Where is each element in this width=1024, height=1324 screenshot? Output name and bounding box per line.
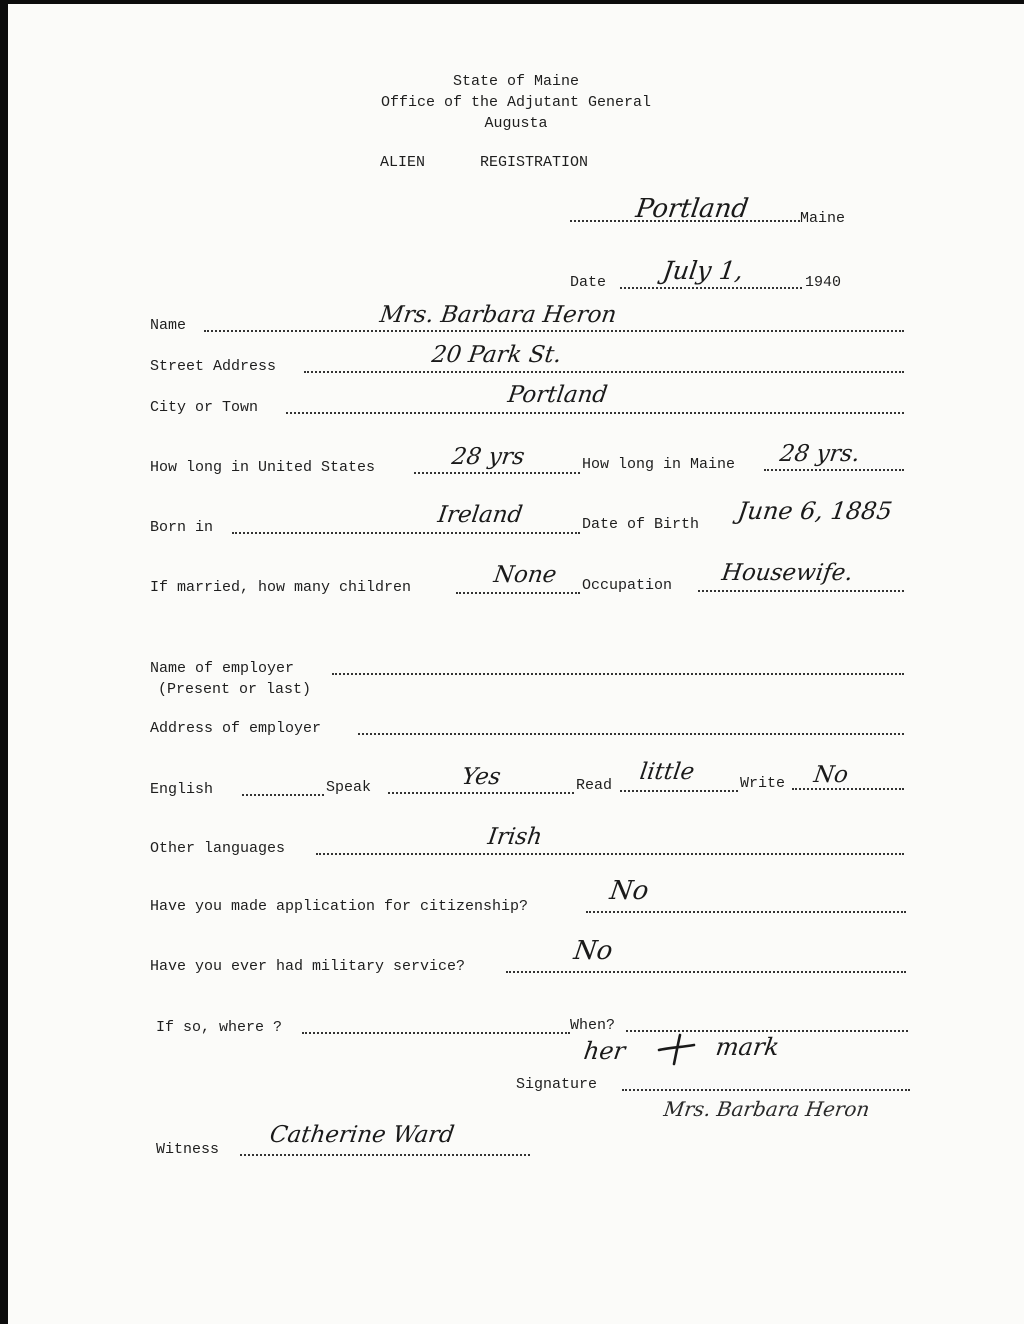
when-label: When? [570,1017,616,1034]
us-years-dots [414,472,580,474]
signature-label: Signature [516,1076,598,1093]
occupation-value: Housewife. [720,560,855,586]
street-dots [304,371,904,373]
employer-address-dots [358,733,904,735]
header-office: Office of the Adjutant General [380,94,652,111]
read-label: Read [576,777,613,794]
dob-label: Date of Birth [582,516,700,533]
citizenship-dots [586,911,906,913]
dob-value: June 6, 1885 [736,497,894,525]
military-dots [506,971,906,973]
date-value: July 1, [661,256,746,285]
employer-label: Name of employer [150,660,295,677]
citizenship-label: Have you made application for citizenship? [150,898,529,915]
us-years-value: 28 yrs [450,444,527,470]
signature-dots [622,1089,910,1091]
form-title-registration: REGISTRATION [480,154,589,171]
header-state: State of Maine [452,73,580,90]
witness-dots [240,1154,530,1156]
english-dots [242,794,324,796]
other-languages-label: Other languages [150,840,286,857]
signature-cross-mark-icon [656,1032,696,1066]
military-value: No [571,936,615,966]
city-value: Portland [506,382,610,408]
citizenship-value: No [607,876,651,906]
signature-printed-name: Mrs. Barbara Heron [662,1097,872,1121]
born-value: Ireland [436,502,525,528]
maine-years-label: How long in Maine [582,456,736,473]
write-dots [792,788,904,790]
employer-dots [332,673,904,675]
maine-years-value: 28 yrs. [778,441,862,467]
maine-years-dots [764,469,904,471]
witness-label: Witness [156,1141,220,1158]
write-value: No [812,762,850,788]
where-dots [302,1032,570,1034]
occupation-label: Occupation [582,577,673,594]
employer-sublabel: (Present or last) [158,681,312,698]
speak-dots [388,792,574,794]
city-dots [286,412,904,414]
born-dots [232,532,580,534]
speak-label: Speak [326,779,372,796]
header-city: Augusta [484,115,548,132]
employer-address-label: Address of employer [150,720,322,737]
form-title-alien: ALIEN [380,154,426,171]
write-label: Write [740,775,786,792]
date-label: Date [570,274,607,291]
city-label: City or Town [150,399,259,416]
name-label: Name [150,317,187,334]
military-label: Have you ever had military service? [150,958,466,975]
where-label: If so, where ? [156,1019,283,1036]
english-label: English [150,781,214,798]
place-value: Portland [633,194,751,224]
speak-value: Yes [460,764,503,790]
street-label: Street Address [150,358,277,375]
read-dots [620,790,738,792]
name-dots [204,330,904,332]
read-value: little [638,759,696,785]
children-value: None [492,562,559,588]
other-languages-dots [316,853,904,855]
children-label: If married, how many children [150,579,412,596]
witness-value: Catherine Ward [268,1122,456,1148]
other-languages-value: Irish [486,824,544,850]
place-suffix: Maine [800,210,846,227]
date-year: 1940 [805,274,842,291]
occupation-dots [698,590,904,592]
street-value: 20 Park St. [430,342,564,368]
name-value: Mrs. Barbara Heron [378,302,619,328]
children-dots [456,592,580,594]
signature-mark-her: her [582,1037,628,1065]
signature-mark-mark: mark [714,1033,782,1061]
date-dots [620,287,802,289]
born-label: Born in [150,519,214,536]
us-years-label: How long in United States [150,459,376,476]
